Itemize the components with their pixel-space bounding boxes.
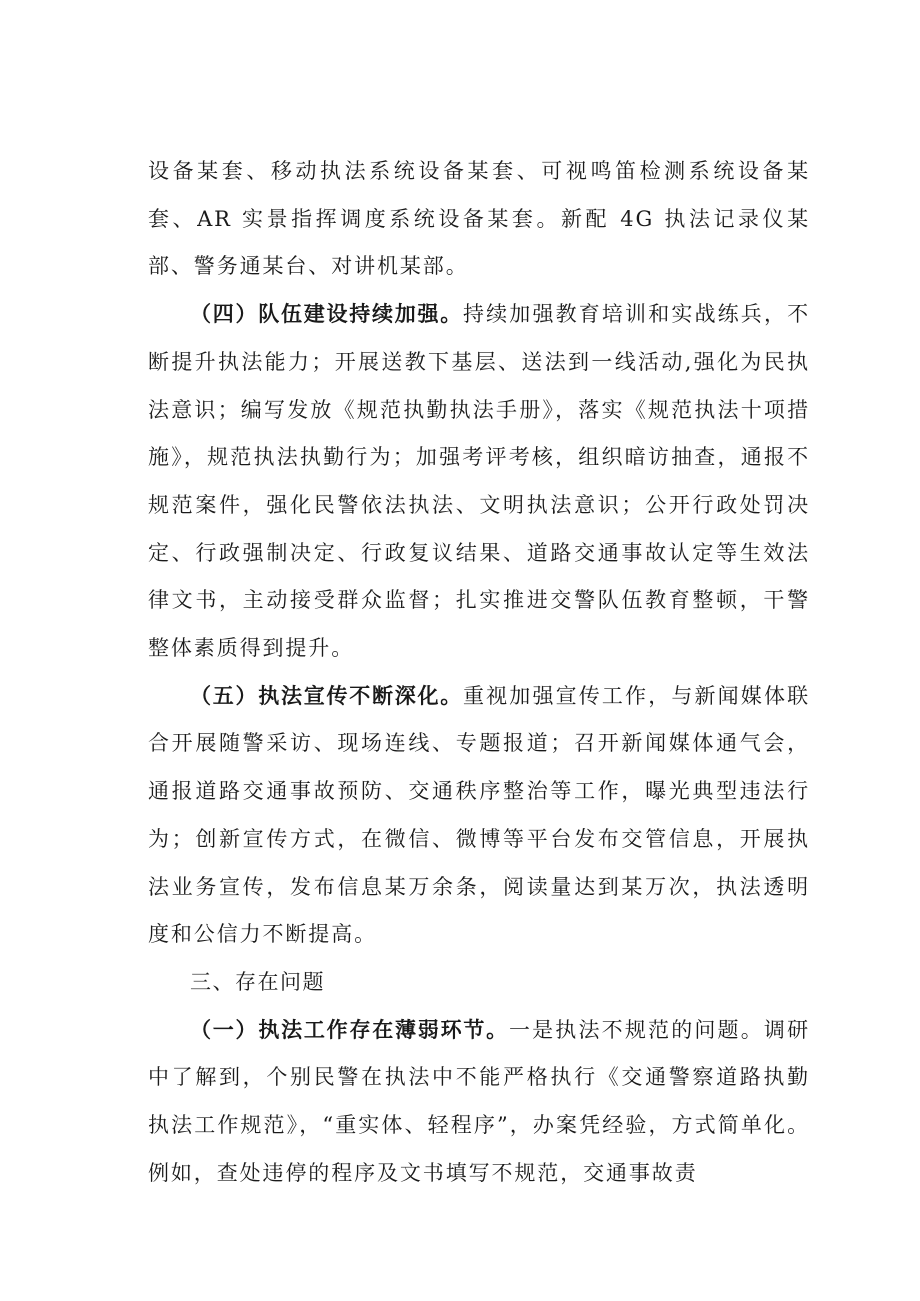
document-body [148,148,810,1197]
paragraph-text: 一是执法不规范的问题。调研中了解到，个别民警在执法中不能严格执行《交通警察道路执勤执法工作规范》，“重实体、轻程序”，办案凭经验，方式简单化。例如，查处违停的程序及文书填写不规范，交通事故责 [148,1017,811,1185]
section-heading-problems [148,959,810,1007]
paragraph-text: 设备某套、移动执法系统设备某套、可视鸣笛检测系统设备某套、AR 实景指挥调度系统设备某套。新配 4G 执法记录仪某部、警务通某台、对讲机某部。 [148,159,810,279]
subsection-heading-weak-links: （一）执法工作存在薄弱环节。 [190,1017,509,1042]
paragraph-team-building [148,291,810,673]
paragraph-weak-links [148,1007,810,1198]
paragraph-publicity [148,673,810,959]
subsection-heading-team-building: （四）队伍建设持续加强。 [190,302,463,327]
paragraph-equipment-continued [148,148,810,291]
paragraph-text: 持续加强教育培训和实战练兵，不断提升执法能力；开展送教下基层、送法到一线活动,强化为民执法意识；编写发放《规范执勤执法手册》，落实《规范执法十项措施》，规范执法执勤行为；加强考评考核，组织暗访抽查，通报不规范案件，强化民警依法执法、文明执法意识；公开行政处罚决定、行政强制决定、行政复议结果、道路交通事故认定等生效法律文书，主动接受群众监督；扎实推进交警队伍教育整顿，干警整体素质得到提升。 [148,302,810,661]
section-heading-text: 三、存在问题 [190,969,325,994]
paragraph-text: 重视加强宣传工作，与新闻媒体联合开展随警采访、现场连线、专题报道；召开新闻媒体通气会，通报道路交通事故预防、交通秩序整治等工作，曝光典型违法行为；创新宣传方式，在微信、微博等平台发布交管信息，开展执法业务宣传，发布信息某万余条，阅读量达到某万次，执法透明度和公信力不断提高。 [148,683,810,947]
subsection-heading-publicity: （五）执法宣传不断深化。 [190,683,463,708]
